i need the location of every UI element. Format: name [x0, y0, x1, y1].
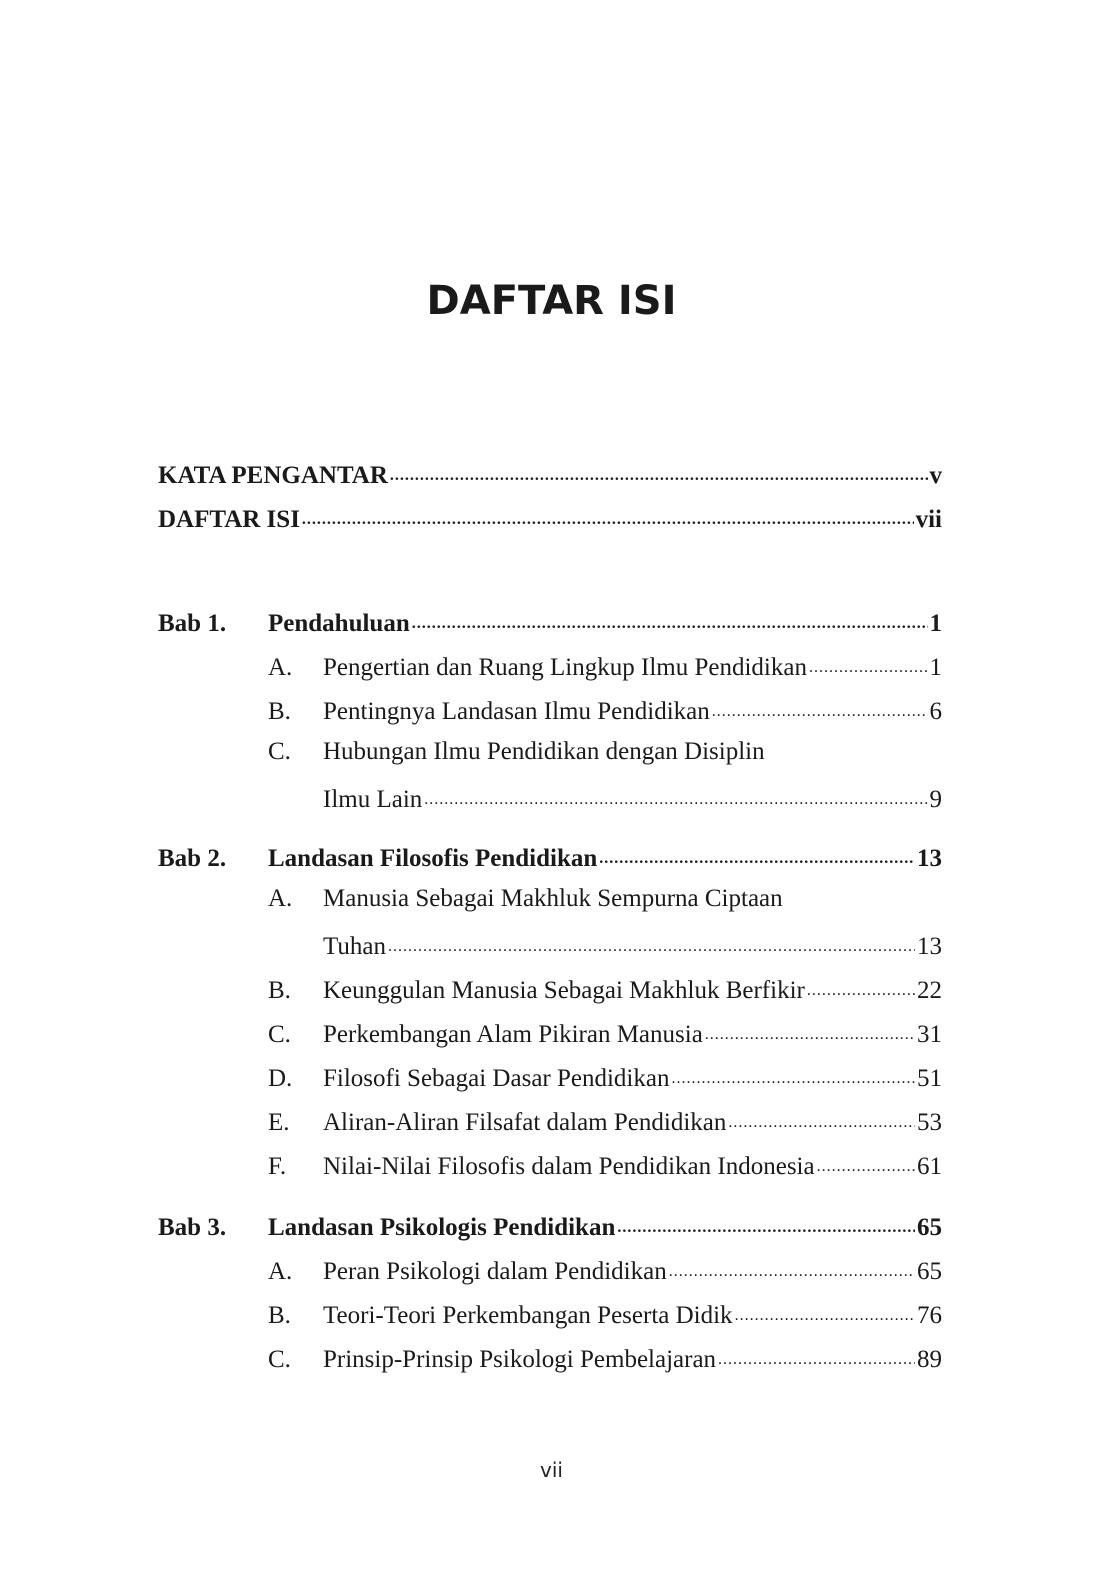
section-title: Peran Psikologi dalam Pendidikan: [323, 1258, 667, 1285]
chapter-number: Bab 1.: [158, 610, 227, 637]
toc-entry-label: DAFTAR ISI: [158, 506, 300, 533]
chapter-title: Pendahuluan: [268, 610, 410, 637]
toc-entry-kata-pengantar[interactable]: [158, 458, 942, 492]
toc-entry-page: vii: [915, 506, 942, 533]
toc-section[interactable]: [158, 885, 942, 919]
section-title: Perkembangan Alam Pikiran Manusia: [323, 1021, 703, 1048]
chapter-number: Bab 3.: [158, 1214, 227, 1241]
toc-entry-page: v: [929, 462, 942, 489]
chapter-number: Bab 2.: [158, 845, 227, 872]
section-letter: A.: [268, 885, 293, 912]
section-letter: D.: [268, 1065, 293, 1092]
toc-chapter-1[interactable]: [158, 606, 942, 640]
dot-leader: [599, 841, 915, 866]
section-title: Manusia Sebagai Makhluk Sempurna Ciptaan: [323, 885, 783, 912]
section-letter: B.: [268, 1302, 291, 1329]
chapter-page: 1: [929, 610, 942, 637]
dot-leader: [669, 1254, 915, 1279]
dot-leader: [705, 1017, 915, 1042]
section-letter: C.: [268, 738, 291, 765]
section-page: 22: [917, 977, 942, 1004]
section-page: 51: [917, 1065, 942, 1092]
dot-leader: [671, 1061, 915, 1086]
section-page: 6: [929, 698, 942, 725]
toc-section-continuation[interactable]: [158, 782, 942, 816]
toc-section[interactable]: [158, 1149, 942, 1183]
toc-section[interactable]: [158, 738, 942, 772]
toc-entry-daftar-isi[interactable]: [158, 502, 942, 536]
section-page: 1: [929, 654, 942, 681]
dot-leader: [817, 1149, 915, 1174]
chapter-page: 13: [917, 845, 942, 872]
toc-section[interactable]: [158, 1105, 942, 1139]
toc-chapter-3[interactable]: [158, 1210, 942, 1244]
chapter-title: Landasan Filosofis Pendidikan: [268, 845, 598, 872]
section-page: 76: [917, 1302, 942, 1329]
toc-entry-label: KATA PENGANTAR: [158, 462, 388, 489]
section-page: 31: [917, 1021, 942, 1048]
section-letter: A.: [268, 654, 293, 681]
dot-leader: [388, 929, 915, 954]
toc-chapter-2[interactable]: [158, 841, 942, 875]
chapter-page: 65: [917, 1214, 942, 1241]
page-number-footer: vii: [540, 1458, 563, 1482]
section-letter: B.: [268, 977, 291, 1004]
page-title: DAFTAR ISI: [426, 278, 677, 324]
section-page: 13: [917, 933, 942, 960]
toc-section[interactable]: [158, 1061, 942, 1095]
toc-section[interactable]: [158, 973, 942, 1007]
dot-leader: [424, 782, 927, 807]
toc-section[interactable]: [158, 1017, 942, 1051]
dot-leader: [390, 458, 928, 483]
section-title: Pentingnya Landasan Ilmu Pendidikan: [323, 698, 710, 725]
toc-section[interactable]: [158, 650, 942, 684]
section-title: Aliran-Aliran Filsafat dalam Pendidikan: [323, 1109, 727, 1136]
dot-leader: [302, 502, 914, 527]
section-title: Filosofi Sebagai Dasar Pendidikan: [323, 1065, 670, 1092]
section-letter: C.: [268, 1346, 291, 1373]
toc-section[interactable]: [158, 1298, 942, 1332]
toc-section[interactable]: [158, 1342, 942, 1376]
dot-leader: [735, 1298, 915, 1323]
section-letter: E.: [268, 1109, 290, 1136]
toc-section[interactable]: [158, 1254, 942, 1288]
dot-leader: [617, 1210, 915, 1235]
section-page: 61: [917, 1153, 942, 1180]
dot-leader: [807, 973, 915, 998]
section-page: 89: [917, 1346, 942, 1373]
dot-leader: [718, 1342, 915, 1367]
section-title: Keunggulan Manusia Sebagai Makhluk Berfikir: [323, 977, 805, 1004]
dot-leader: [412, 606, 928, 631]
section-title: Hubungan Ilmu Pendidikan dengan Disiplin: [323, 738, 765, 765]
section-letter: B.: [268, 698, 291, 725]
dot-leader: [712, 694, 928, 719]
dot-leader: [728, 1105, 915, 1130]
section-title: Prinsip-Prinsip Psikologi Pembelajaran: [323, 1346, 717, 1373]
toc-section-continuation[interactable]: [158, 929, 942, 963]
section-title: Pengertian dan Ruang Lingkup Ilmu Pendidikan: [323, 654, 807, 681]
chapter-title: Landasan Psikologis Pendidikan: [268, 1214, 616, 1241]
section-title-continued: Ilmu Lain: [323, 786, 423, 813]
dot-leader: [809, 650, 928, 675]
section-title: Teori-Teori Perkembangan Peserta Didik: [323, 1302, 733, 1329]
section-letter: A.: [268, 1258, 293, 1285]
section-letter: C.: [268, 1021, 291, 1048]
section-page: 9: [929, 786, 942, 813]
section-title-continued: Tuhan: [323, 933, 386, 960]
toc-section[interactable]: [158, 694, 942, 728]
section-title: Nilai-Nilai Filosofis dalam Pendidikan Indonesia: [323, 1153, 815, 1180]
section-letter: F.: [268, 1153, 287, 1180]
section-page: 53: [917, 1109, 942, 1136]
section-page: 65: [917, 1258, 942, 1285]
